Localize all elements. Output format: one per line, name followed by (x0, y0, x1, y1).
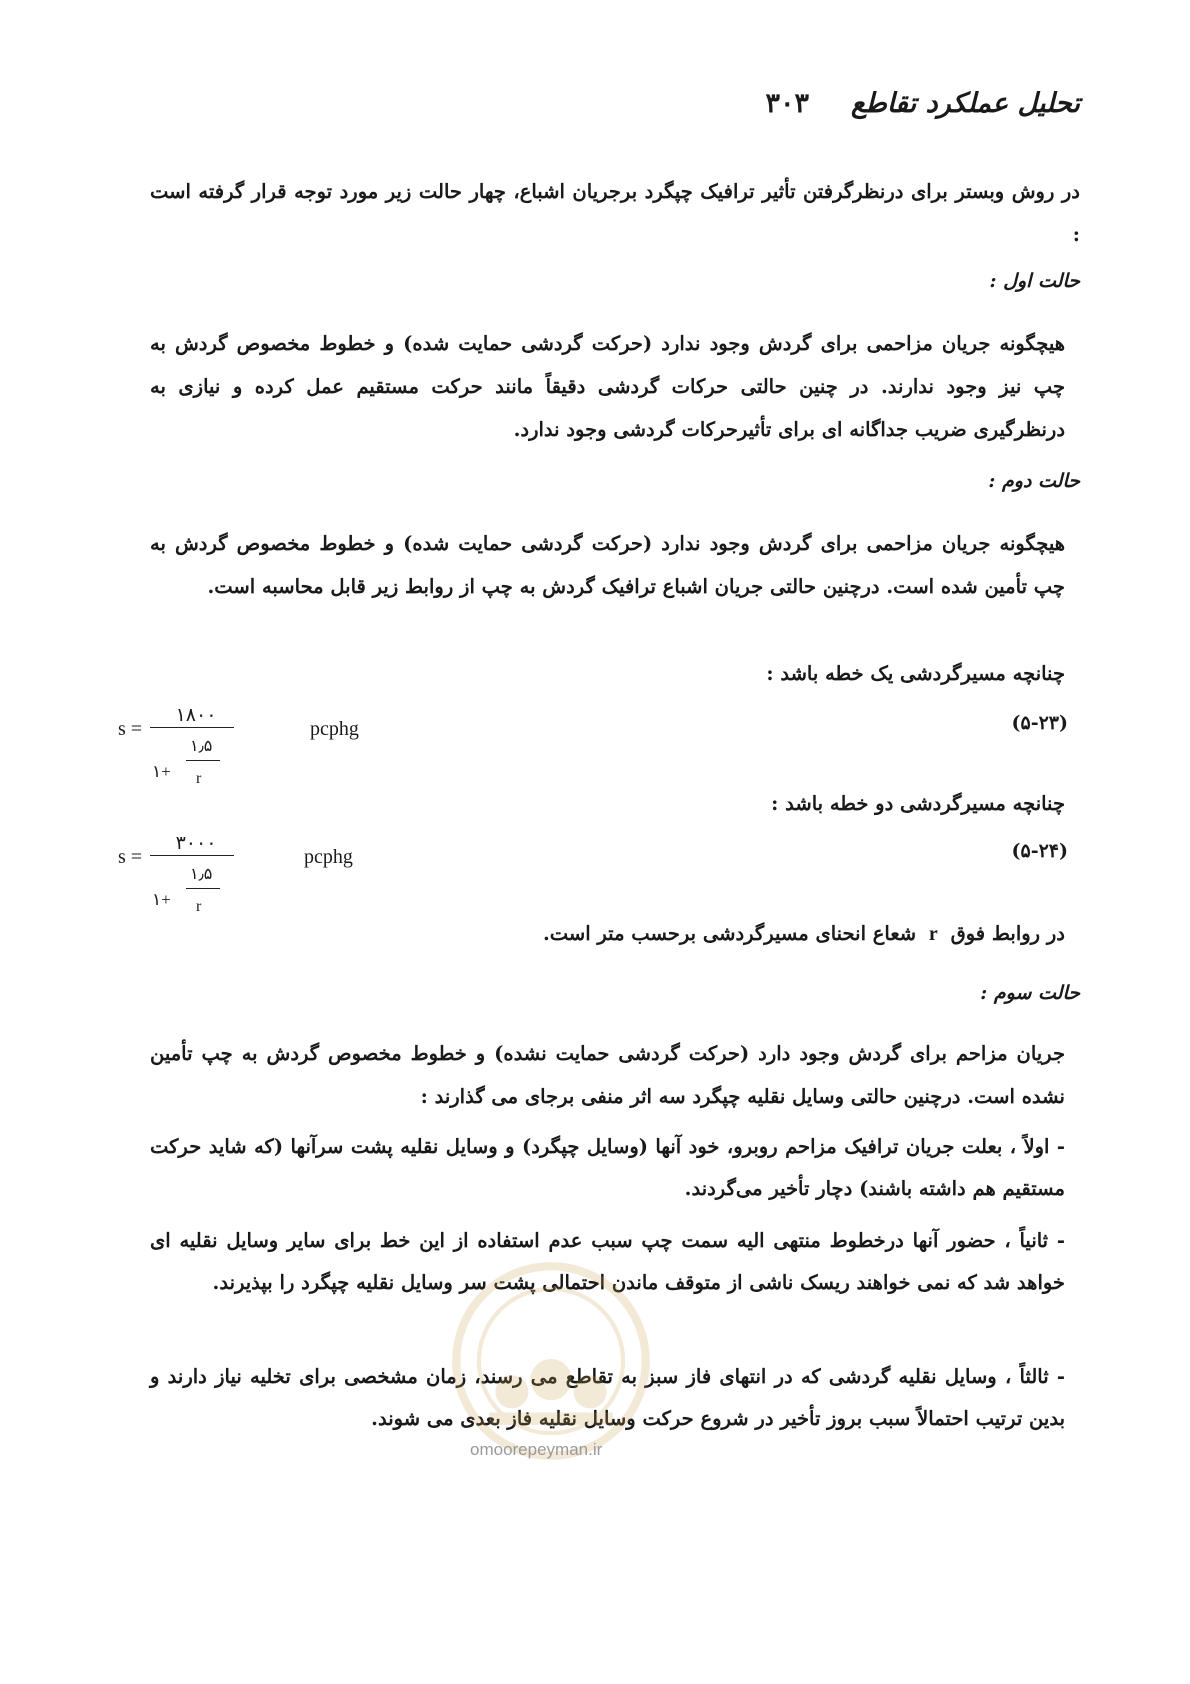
case3-bullet-2: - ثانیاً ، حضور آنها درخطوط منتهی الیه سمت چپ سبب عدم استفاده از این خط برای سایر وسایل نقلیه ای خواهد شد که نمی خواهند ریسک ناشی از متوقف ماندن احتمالی پشت سر وسایل نقلیه چپگرد را بپذیرند. (150, 1229, 1065, 1294)
eq1-small-numerator: ۱٫۵ (190, 738, 213, 755)
case3-bullet-1: - اولاً ، بعلت جریان ترافیک مزاحم روبرو، خود آنها (وسایل چپگرد) و وسایل نقلیه پشت سرآنها (که شاید حرکت مستقیم هم داشته باشند) دچار تأخیر می‌گردند. (150, 1135, 1065, 1200)
eq1-lhs: s = (118, 718, 143, 740)
equation-5-24 (118, 833, 238, 926)
watermark-url: omoorepeyman.ir (470, 1440, 603, 1459)
eq1-small-bar (186, 760, 220, 761)
r-definition-note (543, 922, 1065, 946)
eq2-numerator: ۳۰۰۰ (175, 833, 217, 854)
case2-title: حالت دوم : (988, 470, 1080, 492)
note-variable: r (928, 923, 938, 945)
eq2-unit: pcphg (304, 846, 353, 868)
page-number: ۳۰۳ (765, 88, 809, 119)
note-suffix: شعاع انحنای مسیرگردشی برحسب متر است. (542, 922, 917, 945)
eq2-fraction-bar (150, 855, 234, 856)
case1-paragraph: هیچگونه جریان مزاحمی برای گردش وجود ندارد (حرکت گردشی حمایت شده) و خطوط مخصوص گردش به چپ نیز وجود ندارند. در چنین حالتی حرکات گردشی دقیقاً مانند حرکت مستقیم عمل کرده و نیازی به درنظرگیری ضریب جداگانه ای برای تأثیرحرکات گردشی وجود ندارد. (150, 332, 1065, 441)
header-title: تحلیل عملکرد تقاطع (850, 88, 1080, 119)
watermark-seal-icon (448, 1258, 654, 1464)
eq1-fraction-bar (150, 727, 234, 728)
eq2-small-numerator: ۱٫۵ (190, 866, 213, 883)
eq2-denominator (152, 864, 242, 924)
eq1-number: (۵-۲۳) (1011, 712, 1068, 734)
case2-paragraph: هیچگونه جریان مزاحمی برای گردش وجود ندارد (حرکت گردشی حمایت شده) و خطوط مخصوص گردش به چپ تأمین شده است. درچنین حالتی جریان اشباع ترافیک گردش به چپ از روابط زیر قابل محاسبه است. (150, 532, 1065, 598)
intro-paragraph: در روش وبستر برای درنظرگرفتن تأثیر ترافیک چپگرد برجریان اشباع، چهار حالت زیر مورد توجه قرار گرفته است : (150, 180, 1080, 246)
eq2-small-denominator: r (196, 898, 202, 915)
eq1-one-plus: ۱+ (152, 762, 171, 781)
note-prefix: در روابط فوق (950, 922, 1065, 945)
eq1-unit: pcphg (310, 718, 359, 740)
case3-title: حالت سوم : (980, 982, 1080, 1004)
eq1-denominator (152, 736, 242, 796)
case3-paragraph: جریان مزاحم برای گردش وجود دارد (حرکت گردشی حمایت نشده) و خطوط مخصوص گردش به چپ تأمین نشده است. درچنین حالتی وسایل نقلیه چپگرد سه اثر منفی برجای می گذارند : (150, 1042, 1065, 1108)
eq2-small-bar (186, 888, 220, 889)
eq2-one-plus: ۱+ (152, 890, 171, 909)
eq2-number: (۵-۲۴) (1011, 840, 1068, 862)
case1-title: حالت اول : (989, 270, 1080, 292)
eq1-numerator: ۱۸۰۰ (175, 705, 217, 726)
eq2-caption: چنانچه مسیرگردشی دو خطه باشد : (771, 792, 1065, 815)
equation-5-23 (118, 705, 238, 798)
eq1-caption: چنانچه مسیرگردشی یک خطه باشد : (766, 662, 1065, 685)
eq1-small-denominator: r (196, 770, 202, 787)
page-header (765, 88, 1080, 119)
eq2-lhs: s = (118, 846, 143, 868)
case3-bullet-3: - ثالثاً ، وسایل نقلیه گردشی که در انتهای فاز سبز به تقاطع می رسند، زمان مشخصی برای تخلیه نیاز دارند و بدین ترتیب احتمالاً سبب بروز تأخیر در شروع حرکت وسایل نقلیه فاز بعدی می شوند. (150, 1365, 1065, 1430)
